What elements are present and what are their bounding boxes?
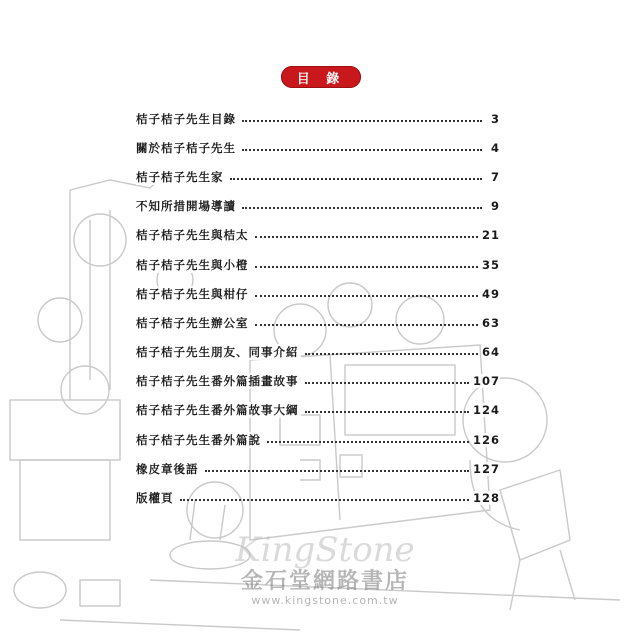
toc-dot-leader (205, 470, 469, 472)
toc-entry-label: 桔子桔子先生番外篇說 (136, 432, 261, 447)
toc-entry-label: 桔子桔子先生家 (136, 169, 224, 184)
toc-entry-label: 桔子桔子先生與桔太 (136, 228, 249, 243)
toc-title: 目 錄 (281, 66, 361, 88)
toc-entry-page: 126 (472, 432, 500, 447)
toc-entry-page: 128 (472, 491, 500, 506)
watermark-chinese: 金石堂網路書店 (240, 568, 409, 594)
toc-dot-leader (255, 266, 478, 268)
toc-entry (136, 192, 500, 221)
toc-entry-page: 35 (481, 257, 500, 272)
toc-dot-leader (305, 353, 478, 355)
toc-entry (136, 221, 500, 250)
toc-entry-label: 桔子桔子先生辦公室 (136, 315, 249, 330)
watermark-url: www.kingstone.com.tw (251, 594, 399, 607)
toc-dot-leader (180, 499, 469, 501)
toc-dot-leader (305, 411, 469, 413)
toc-entry-label: 桔子桔子先生目錄 (136, 111, 236, 126)
toc-entry-label: 桔子桔子先生與柑仔 (136, 286, 249, 301)
toc-entry-page: 3 (486, 112, 500, 126)
toc-entry-label: 桔子桔子先生番外篇故事大綱 (136, 403, 299, 418)
toc-entry-label: 橡皮章後語 (136, 461, 199, 476)
toc-entry-label: 關於桔子桔子先生 (136, 140, 236, 155)
toc-entry (136, 133, 500, 162)
toc-entry-page: 124 (472, 403, 500, 418)
toc-entry-label: 版權頁 (136, 491, 174, 506)
toc-entry (136, 367, 500, 396)
toc-dot-leader (242, 207, 482, 209)
toc-dot-leader (255, 324, 478, 326)
toc-dot-leader (255, 295, 478, 297)
watermark (225, 532, 425, 632)
toc-entry-page: 107 (472, 374, 500, 389)
toc-entry-label: 桔子桔子先生與小橙 (136, 257, 249, 272)
toc-entry (136, 250, 500, 279)
toc-entry (136, 338, 500, 367)
toc-entry (136, 396, 500, 425)
toc-entry (136, 104, 500, 133)
toc-dot-leader (267, 441, 469, 443)
toc-entry (136, 425, 500, 454)
toc-entry-page: 127 (472, 461, 500, 476)
toc-entry-page: 21 (481, 228, 500, 243)
toc-entry-page: 4 (486, 141, 500, 155)
toc-entry-label: 桔子桔子先生朋友、同事介紹 (136, 345, 299, 360)
toc-dot-leader (255, 236, 478, 238)
toc-entry (136, 483, 500, 512)
toc-entry (136, 308, 500, 337)
toc-entry-page: 64 (481, 345, 500, 360)
toc-entry (136, 279, 500, 308)
toc-entry-page: 49 (481, 286, 500, 301)
toc-entry-page: 9 (486, 199, 500, 213)
toc-entry-label: 桔子桔子先生番外篇插畫故事 (136, 374, 299, 389)
table-of-contents (136, 104, 500, 513)
toc-dot-leader (242, 120, 482, 122)
toc-dot-leader (305, 382, 469, 384)
toc-entry-label: 不知所措開場導讀 (136, 199, 236, 214)
toc-entry (136, 162, 500, 191)
watermark-brand: KingStone (235, 530, 415, 570)
toc-dot-leader (242, 149, 482, 151)
toc-entry-page: 63 (481, 315, 500, 330)
toc-dot-leader (230, 178, 483, 180)
toc-entry (136, 454, 500, 483)
toc-entry-page: 7 (486, 170, 500, 184)
